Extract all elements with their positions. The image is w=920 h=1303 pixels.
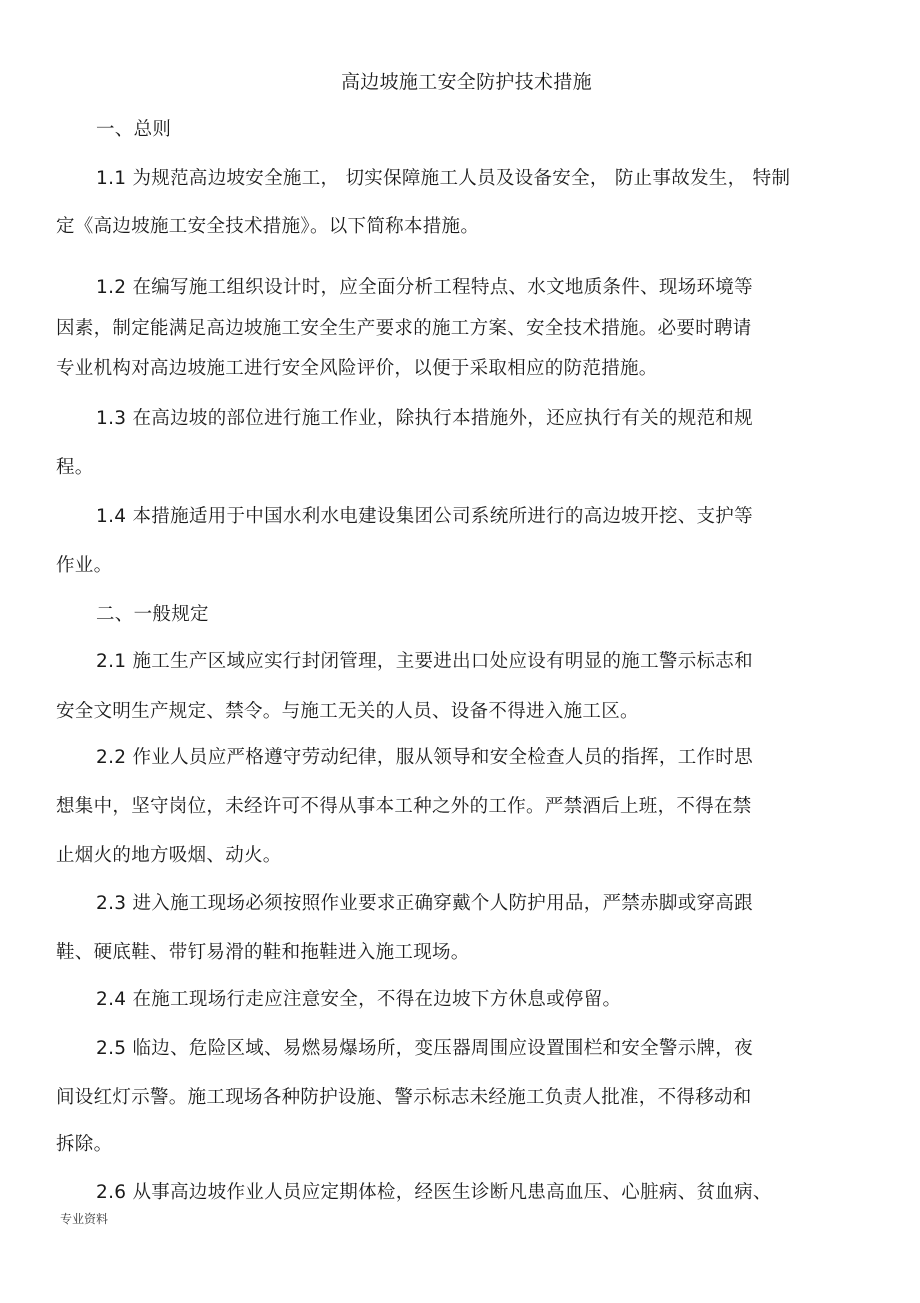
paragraph-line: 2.6 从事高边坡作业人员应定期体检，经医生诊断凡患高血压、心脏病、贫血病、	[96, 1182, 772, 1203]
paragraph-line: 间设红灯示警。施工现场各种防护设施、警示标志未经施工负责人批准，不得移动和	[56, 1087, 752, 1108]
paragraph-line: 2.4 在施工现场行走应注意安全，不得在边坡下方休息或停留。	[96, 989, 622, 1010]
paragraph-line: 止烟火的地方吸烟、动火。	[56, 845, 282, 866]
paragraph-line: 2.2 作业人员应严格遵守劳动纪律，服从领导和安全检查人员的指挥，工作时思	[96, 747, 753, 768]
paragraph-line: 2.1 施工生产区域应实行封闭管理，主要进出口处应设有明显的施工警示标志和	[96, 651, 753, 672]
section-heading: 二、一般规定	[96, 604, 209, 625]
paragraph-line: 安全文明生产规定、禁令。与施工无关的人员、设备不得进入施工区。	[56, 701, 639, 722]
paragraph-line: 程。	[56, 457, 94, 478]
paragraph-line: 1.4 本措施适用于中国水利水电建设集团公司系统所进行的高边坡开挖、支护等	[96, 506, 753, 527]
paragraph-line: 因素，制定能满足高边坡施工安全生产要求的施工方案、安全技术措施。必要时聘请	[56, 318, 752, 339]
paragraph-line: 想集中，坚守岗位，未经许可不得从事本工种之外的工作。严禁酒后上班，不得在禁	[56, 796, 752, 817]
paragraph-line: 专业机构对高边坡施工进行安全风险评价，以便于采取相应的防范措施。	[56, 358, 658, 379]
paragraph-line: 2.5 临边、危险区域、易燃易爆场所，变压器周围应设置围栏和安全警示牌，夜	[96, 1038, 753, 1059]
paragraph-line: 1.1 为规范高边坡安全施工， 切实保障施工人员及设备安全， 防止事故发生， 特制	[96, 168, 791, 189]
page-footer: 专业资料	[60, 1212, 109, 1226]
paragraph-line: 1.3 在高边坡的部位进行施工作业，除执行本措施外，还应执行有关的规范和规	[96, 408, 753, 429]
paragraph-line: 1.2 在编写施工组织设计时，应全面分析工程特点、水文地质条件、现场环境等	[96, 277, 753, 298]
paragraph-line: 鞋、硬底鞋、带钉易滑的鞋和拖鞋进入施工现场。	[56, 942, 470, 963]
paragraph-line: 定《高边坡施工安全技术措施》。以下简称本措施。	[56, 216, 480, 237]
section-heading: 一、总则	[96, 119, 172, 140]
paragraph-line: 拆除。	[56, 1134, 113, 1155]
paragraph-line: 2.3 进入施工现场必须按照作业要求正确穿戴个人防护用品，严禁赤脚或穿高跟	[96, 893, 753, 914]
document-title: 高边坡施工安全防护技术措施	[341, 71, 592, 93]
paragraph-line: 作业。	[56, 555, 113, 576]
